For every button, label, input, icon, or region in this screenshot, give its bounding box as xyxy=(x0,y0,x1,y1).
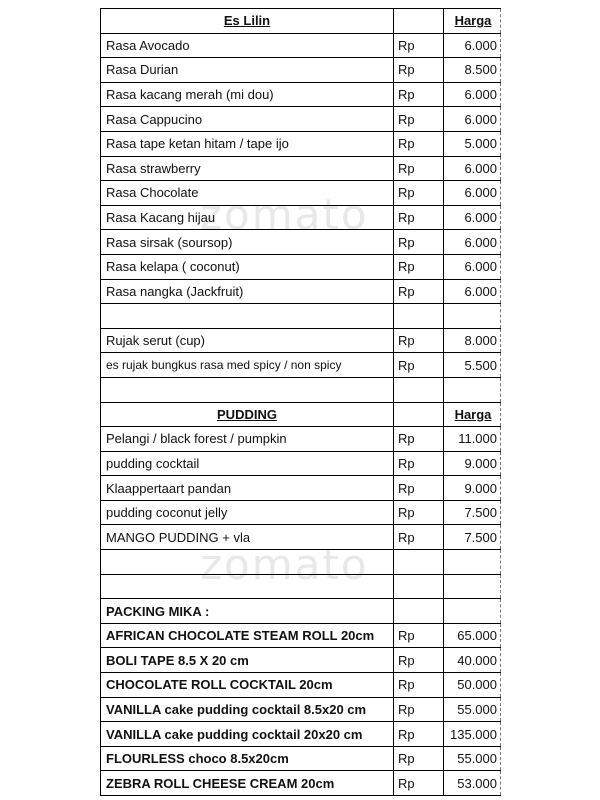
item-name: Rasa nangka (Jackfruit) xyxy=(101,279,394,304)
currency: Rp xyxy=(394,279,444,304)
item-price: 7.500 xyxy=(444,500,501,525)
table-row xyxy=(101,697,501,722)
table-row xyxy=(101,205,501,230)
currency: Rp xyxy=(394,746,444,771)
table-row xyxy=(101,746,501,771)
currency: Rp xyxy=(394,427,444,452)
item-name: FLOURLESS choco 8.5x20cm xyxy=(101,746,394,771)
item-name: VANILLA cake pudding cocktail 20x20 cm xyxy=(101,722,394,747)
currency: Rp xyxy=(394,328,444,353)
empty-row xyxy=(101,377,501,402)
packing-mika-header-row xyxy=(101,599,501,624)
section-title: Es Lilin xyxy=(101,9,394,34)
item-name: CHOCOLATE ROLL COCKTAIL 20cm xyxy=(101,673,394,698)
item-price: 9.000 xyxy=(444,451,501,476)
price-header: Harga xyxy=(444,9,501,34)
item-name: Rasa Kacang hijau xyxy=(101,205,394,230)
item-name: MANGO PUDDING + vla xyxy=(101,525,394,550)
table-row xyxy=(101,279,501,304)
item-price: 6.000 xyxy=(444,156,501,181)
item-name: AFRICAN CHOCOLATE STEAM ROLL 20cm xyxy=(101,623,394,648)
table-row xyxy=(101,181,501,206)
watermark: zomato xyxy=(200,190,369,239)
item-name: Rasa Cappucino xyxy=(101,107,394,132)
item-price: 6.000 xyxy=(444,279,501,304)
table-row xyxy=(101,82,501,107)
currency: Rp xyxy=(394,33,444,58)
empty-cell xyxy=(394,599,444,624)
item-name: Rasa kacang merah (mi dou) xyxy=(101,82,394,107)
item-price: 53.000 xyxy=(444,771,501,796)
price-table xyxy=(100,8,501,796)
currency: Rp xyxy=(394,131,444,156)
item-name: es rujak bungkus rasa med spicy / non spicy xyxy=(101,353,394,378)
item-price: 6.000 xyxy=(444,33,501,58)
table-row xyxy=(101,722,501,747)
empty-cell xyxy=(444,599,501,624)
es-lilin-header-row xyxy=(101,9,501,34)
currency: Rp xyxy=(394,722,444,747)
item-name: pudding cocktail xyxy=(101,451,394,476)
table-row xyxy=(101,771,501,796)
table-row xyxy=(101,156,501,181)
item-price: 55.000 xyxy=(444,746,501,771)
item-price: 8.500 xyxy=(444,58,501,83)
item-price: 6.000 xyxy=(444,181,501,206)
item-price: 9.000 xyxy=(444,476,501,501)
currency: Rp xyxy=(394,107,444,132)
table-row xyxy=(101,131,501,156)
item-name: Rasa Chocolate xyxy=(101,181,394,206)
currency: Rp xyxy=(394,771,444,796)
currency: Rp xyxy=(394,254,444,279)
section-title: PUDDING xyxy=(101,402,394,427)
currency: Rp xyxy=(394,673,444,698)
item-name: VANILLA cake pudding cocktail 8.5x20 cm xyxy=(101,697,394,722)
price-header: Harga xyxy=(444,402,501,427)
table-row xyxy=(101,673,501,698)
item-name: Rasa Durian xyxy=(101,58,394,83)
item-price: 5.000 xyxy=(444,131,501,156)
item-price: 65.000 xyxy=(444,623,501,648)
empty-row xyxy=(101,574,501,599)
currency: Rp xyxy=(394,82,444,107)
table-row xyxy=(101,33,501,58)
table-row xyxy=(101,254,501,279)
currency: Rp xyxy=(394,181,444,206)
table-row xyxy=(101,500,501,525)
item-name: BOLI TAPE 8.5 X 20 cm xyxy=(101,648,394,673)
table-row xyxy=(101,476,501,501)
price-list-sheet xyxy=(100,8,500,796)
item-name: Rasa sirsak (soursop) xyxy=(101,230,394,255)
currency: Rp xyxy=(394,476,444,501)
section-title: PACKING MIKA : xyxy=(101,599,394,624)
item-name: pudding coconut jelly xyxy=(101,500,394,525)
item-price: 8.000 xyxy=(444,328,501,353)
table-row xyxy=(101,230,501,255)
pudding-header-row xyxy=(101,402,501,427)
table-row xyxy=(101,648,501,673)
item-price: 11.000 xyxy=(444,427,501,452)
table-row xyxy=(101,353,501,378)
watermark: zomato xyxy=(200,540,369,589)
currency: Rp xyxy=(394,623,444,648)
currency: Rp xyxy=(394,500,444,525)
item-name: Rasa tape ketan hitam / tape ijo xyxy=(101,131,394,156)
table-row xyxy=(101,451,501,476)
item-name: Klaappertaart pandan xyxy=(101,476,394,501)
currency: Rp xyxy=(394,230,444,255)
item-name: Rasa strawberry xyxy=(101,156,394,181)
empty-cell xyxy=(394,9,444,34)
item-name: Rasa kelapa ( coconut) xyxy=(101,254,394,279)
item-price: 55.000 xyxy=(444,697,501,722)
currency: Rp xyxy=(394,58,444,83)
item-price: 6.000 xyxy=(444,205,501,230)
item-name: Rujak serut (cup) xyxy=(101,328,394,353)
currency: Rp xyxy=(394,205,444,230)
currency: Rp xyxy=(394,525,444,550)
currency: Rp xyxy=(394,697,444,722)
table-row xyxy=(101,58,501,83)
table-row xyxy=(101,328,501,353)
item-price: 6.000 xyxy=(444,107,501,132)
currency: Rp xyxy=(394,156,444,181)
item-price: 6.000 xyxy=(444,230,501,255)
empty-cell xyxy=(394,402,444,427)
currency: Rp xyxy=(394,353,444,378)
table-row xyxy=(101,623,501,648)
item-price: 6.000 xyxy=(444,82,501,107)
table-row xyxy=(101,525,501,550)
table-row xyxy=(101,107,501,132)
empty-row xyxy=(101,304,501,329)
item-price: 5.500 xyxy=(444,353,501,378)
item-price: 6.000 xyxy=(444,254,501,279)
item-name: ZEBRA ROLL CHEESE CREAM 20cm xyxy=(101,771,394,796)
item-price: 135.000 xyxy=(444,722,501,747)
currency: Rp xyxy=(394,451,444,476)
currency: Rp xyxy=(394,648,444,673)
item-name: Rasa Avocado xyxy=(101,33,394,58)
item-price: 7.500 xyxy=(444,525,501,550)
item-price: 40.000 xyxy=(444,648,501,673)
item-price: 50.000 xyxy=(444,673,501,698)
item-name: Pelangi / black forest / pumpkin xyxy=(101,427,394,452)
table-row xyxy=(101,427,501,452)
empty-row xyxy=(101,550,501,575)
